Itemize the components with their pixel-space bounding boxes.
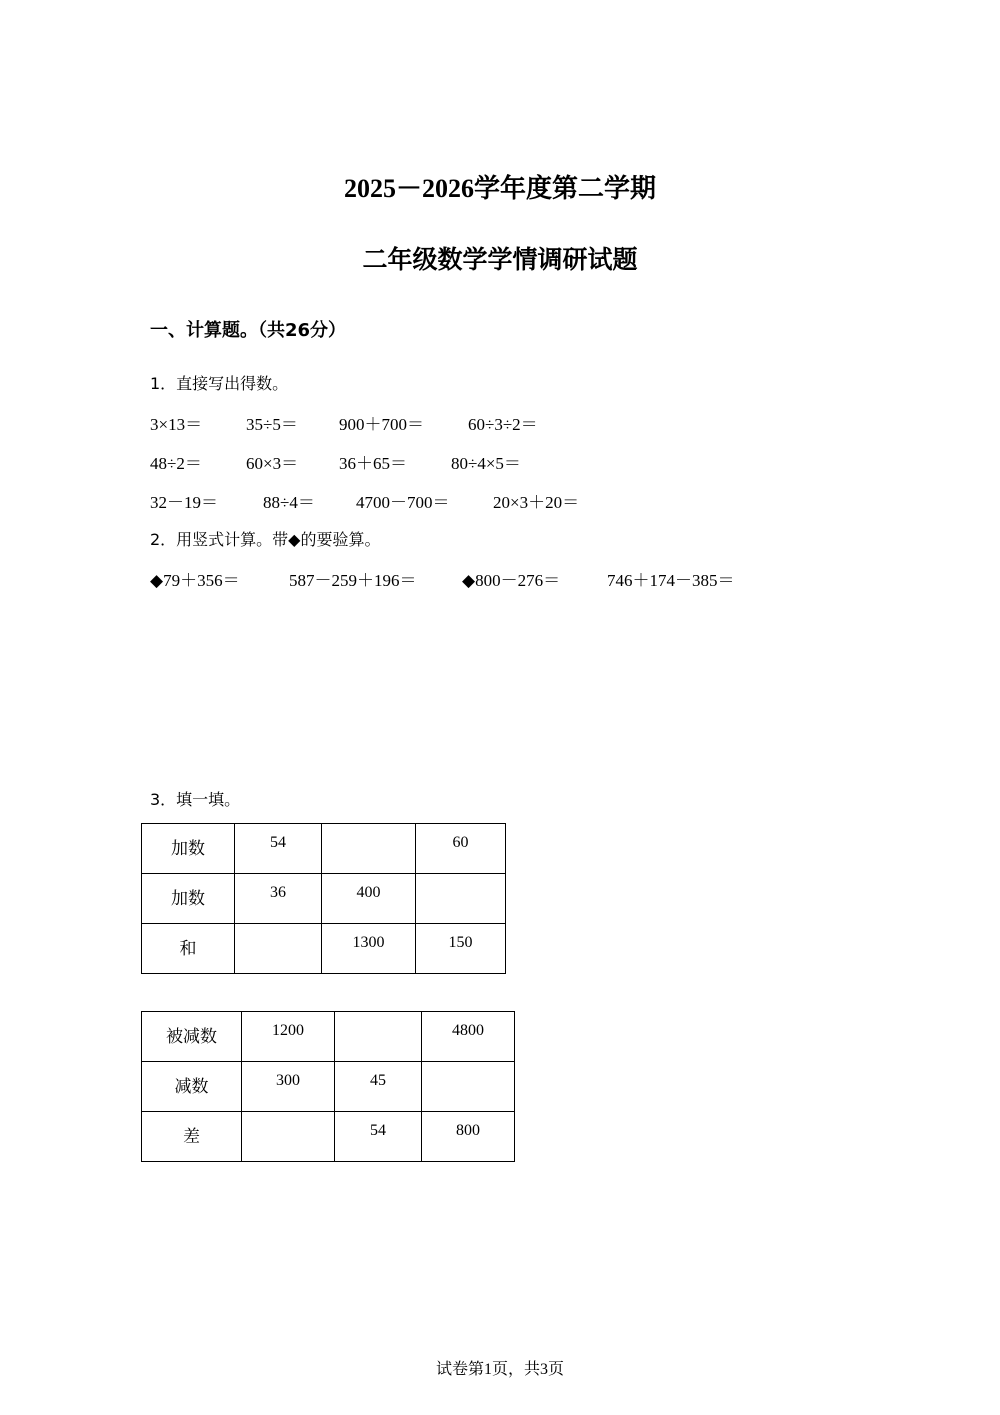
table-cell: 800 — [422, 1112, 515, 1162]
table-cell: 60 — [416, 824, 506, 874]
q1-expression: 60×3＝ — [246, 454, 299, 473]
q2-expression: 587－259＋196＝ — [289, 571, 417, 590]
exam-title-subject: 二年级数学学情调研试题 — [362, 245, 638, 274]
table-cell-label: 和 — [142, 924, 235, 974]
table-cell: 45 — [335, 1062, 422, 1112]
q1-expression: 36＋65＝ — [339, 454, 407, 473]
q1-expression: 80÷4×5＝ — [451, 454, 521, 473]
table-cell: 1200 — [242, 1012, 335, 1062]
table-cell-blank — [235, 924, 322, 974]
table-cell: 54 — [235, 824, 322, 874]
q2-expression: ◆800－276＝ — [462, 571, 561, 590]
page-number-footer: 试卷第1页，共3页 — [435, 1361, 564, 1378]
table-cell: 300 — [242, 1062, 335, 1112]
table-cell-label: 加数 — [142, 874, 235, 924]
question-1-label: 1．直接写出得数。 — [150, 374, 289, 393]
table-row — [142, 824, 506, 874]
q2-expression: 746＋174－385＝ — [607, 571, 735, 590]
q1-expression: 35÷5＝ — [246, 415, 298, 434]
table-cell-label: 加数 — [142, 824, 235, 874]
q1-expression: 32－19＝ — [150, 493, 218, 512]
table-cell: 400 — [322, 874, 416, 924]
table-cell-label: 被减数 — [142, 1012, 242, 1062]
q1-expression: 20×3＋20＝ — [493, 493, 580, 512]
table-row — [142, 924, 506, 974]
table-row — [142, 874, 506, 924]
table-cell-blank — [416, 874, 506, 924]
table-cell: 54 — [335, 1112, 422, 1162]
exam-title-term: 2025－2026学年度第二学期 — [343, 174, 656, 203]
section-heading-calculation: 一、计算题。（共26分） — [150, 320, 347, 341]
q1-expression: 48÷2＝ — [150, 454, 202, 473]
table-cell-blank — [242, 1112, 335, 1162]
table-cell-blank — [322, 824, 416, 874]
q1-expression: 88÷4＝ — [263, 493, 315, 512]
table-cell-label: 减数 — [142, 1062, 242, 1112]
q1-expression: 3×13＝ — [150, 415, 203, 434]
table-row — [142, 1062, 515, 1112]
question-3-label: 3．填一填。 — [150, 790, 241, 809]
addition-table — [141, 823, 506, 974]
table-row — [142, 1112, 515, 1162]
table-cell-label: 差 — [142, 1112, 242, 1162]
table-cell-blank — [422, 1062, 515, 1112]
subtraction-table — [141, 1011, 515, 1162]
table-row — [142, 1012, 515, 1062]
table-cell: 150 — [416, 924, 506, 974]
table-cell-blank — [335, 1012, 422, 1062]
q1-expression: 60÷3÷2＝ — [468, 415, 538, 434]
table-cell: 36 — [235, 874, 322, 924]
question-2-label: 2．用竖式计算。带◆的要验算。 — [150, 530, 381, 549]
q2-expression: ◆79＋356＝ — [150, 571, 240, 590]
q1-expression: 4700－700＝ — [356, 493, 450, 512]
q1-expression: 900＋700＝ — [339, 415, 424, 434]
table-cell: 4800 — [422, 1012, 515, 1062]
table-cell: 1300 — [322, 924, 416, 974]
